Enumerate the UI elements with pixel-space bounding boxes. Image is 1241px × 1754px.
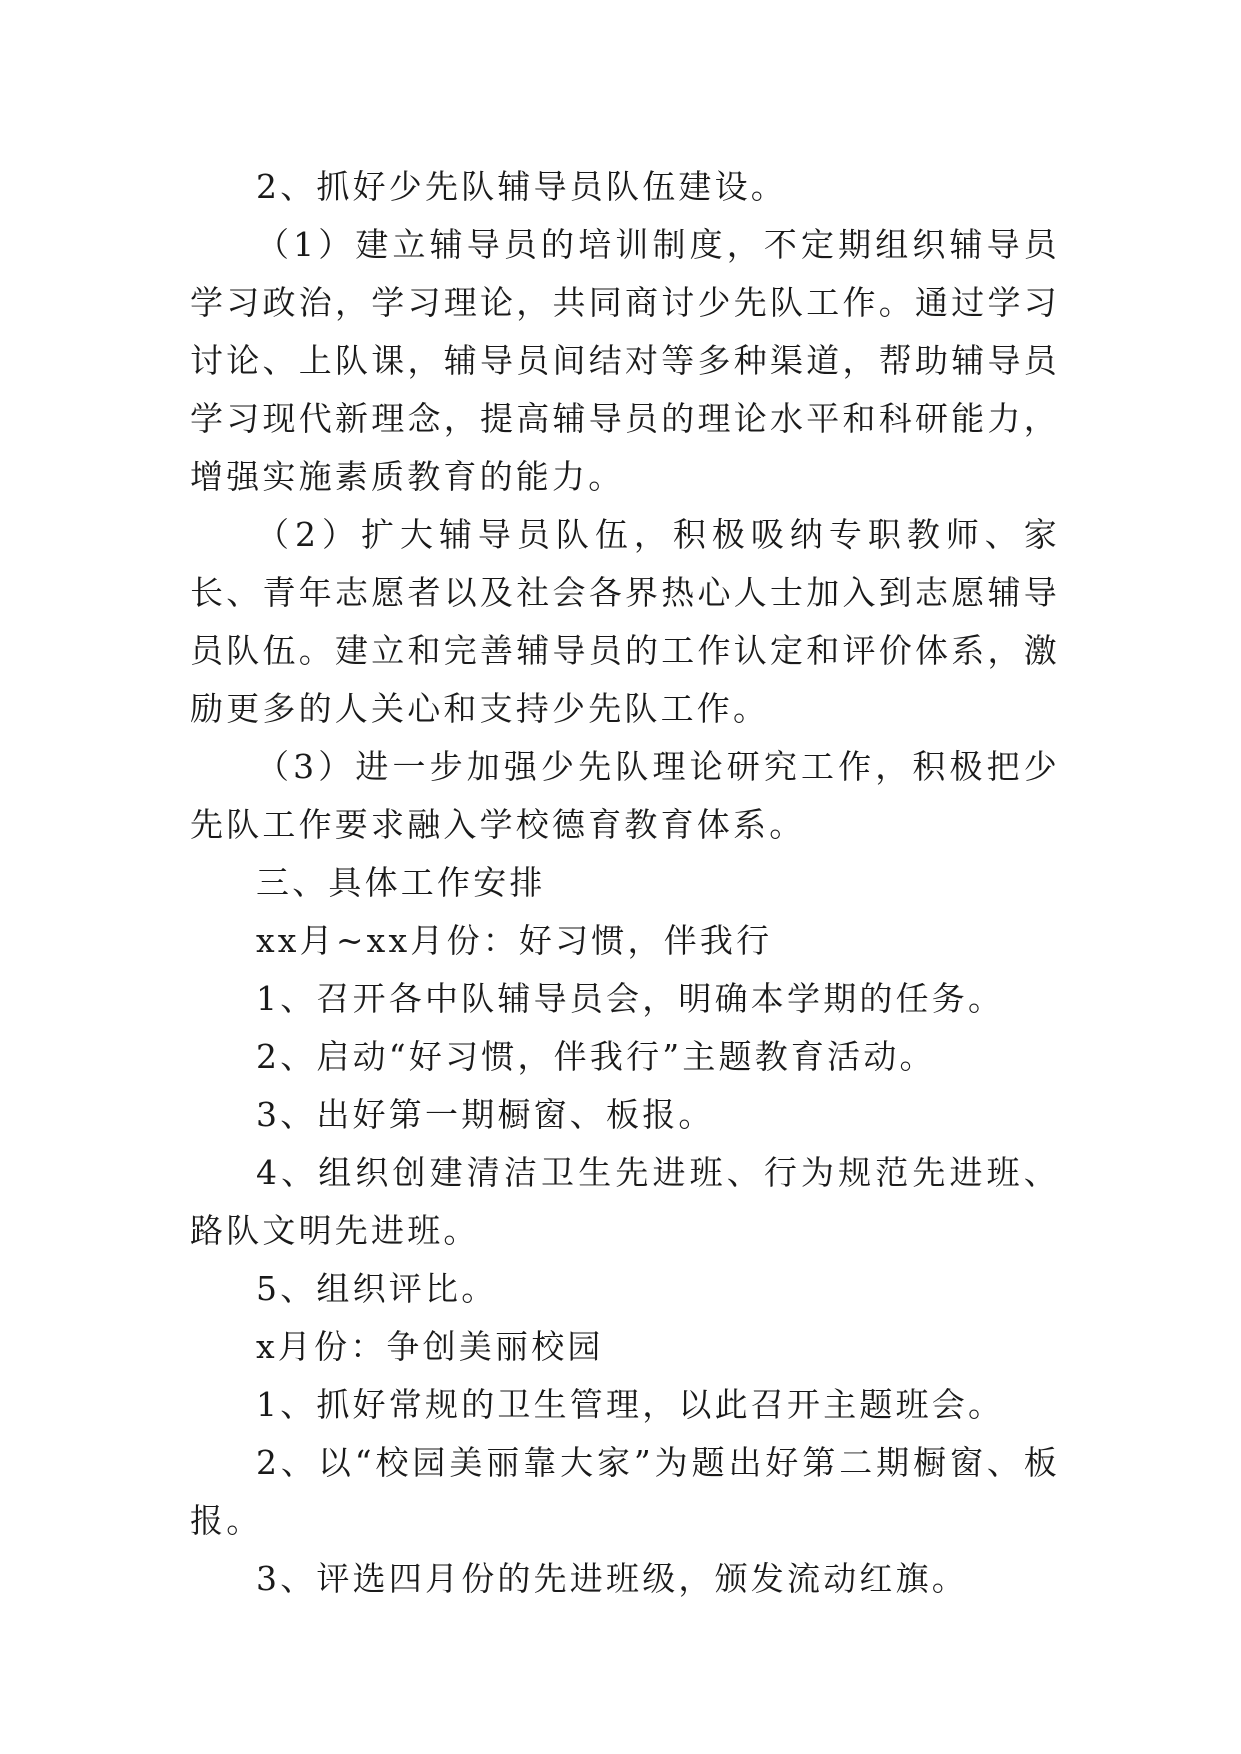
- list-item: 3、评选四月份的先进班级，颁发流动红旗。: [256, 1559, 968, 1598]
- section-heading: 2、抓好少先队辅导员队伍建设。: [256, 167, 787, 206]
- list-item: 5、组织评比。: [256, 1269, 498, 1308]
- list-item: 1、抓好常规的卫生管理，以此召开主题班会。: [256, 1385, 1005, 1424]
- document-body: [190, 158, 1060, 1608]
- list-item: 2、以“校园美丽靠大家”为题出好第二期橱窗、板报。: [190, 1443, 1060, 1540]
- list-item: 4、组织创建清洁卫生先进班、行为规范先进班、路队文明先进班。: [190, 1153, 1060, 1250]
- paragraph: （2）扩大辅导员队伍，积极吸纳专职教师、家长、青年志愿者以及社会各界热心人士加入到志愿辅导员队伍。建立和完善辅导员的工作认定和评价体系，激励更多的人关心和支持少先队工作。: [190, 515, 1060, 728]
- list-item: 3、出好第一期橱窗、板报。: [256, 1095, 715, 1134]
- paragraph: （3）进一步加强少先队理论研究工作，积极把少先队工作要求融入学校德育教育体系。: [190, 747, 1060, 844]
- paragraph: （1）建立辅导员的培训制度，不定期组织辅导员学习政治，学习理论，共同商讨少先队工作。通过学习讨论、上队课，辅导员间结对等多种渠道，帮助辅导员学习现代新理念，提高辅导员的理论水平和科研能力，增强实施素质教育的能力。: [190, 225, 1060, 496]
- section-heading: 三、具体工作安排: [256, 863, 546, 902]
- month-heading: xx月~xx月份：好习惯，伴我行: [256, 921, 773, 960]
- month-heading: x月份：争创美丽校园: [256, 1327, 604, 1366]
- list-item: 2、启动“好习惯，伴我行”主题教育活动。: [256, 1037, 936, 1076]
- list-item: 1、召开各中队辅导员会，明确本学期的任务。: [256, 979, 1005, 1018]
